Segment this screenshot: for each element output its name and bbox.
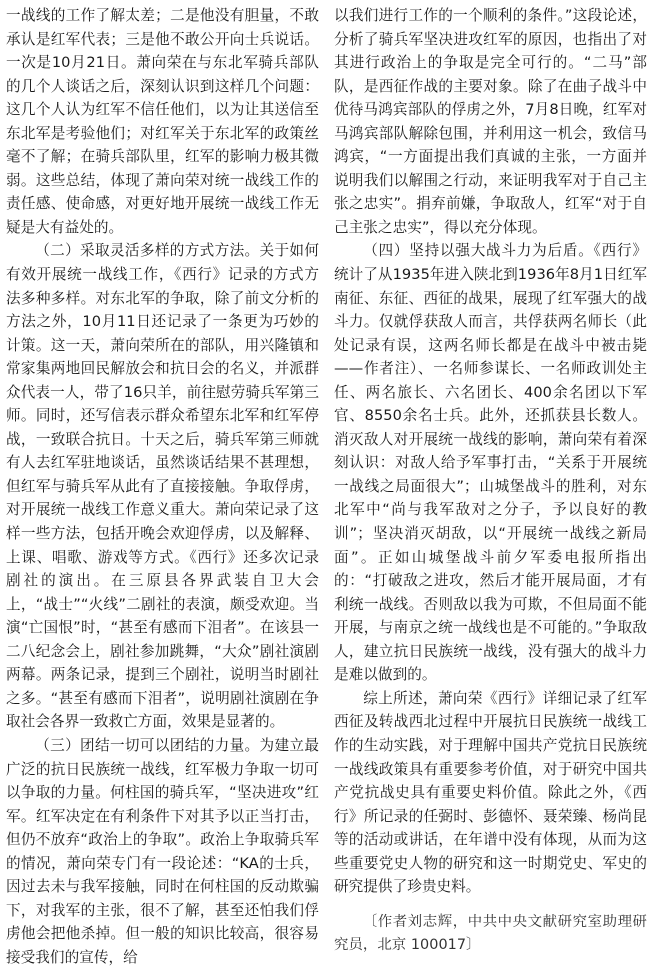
paragraph-continued-right: 以我们进行工作的一个顺利的条件。”这段论述，分析了骑兵军坚决进攻红军的原因，也指出了对其进行政治上的争取是完全可行的。“二马”部队，是西征作战的主要对象。除了在曲子战斗中优待马鸿宾部队的俘虏之外，7月8日晚，红军对马鸿宾部队解除包围，并利用这一机会，致信马鸿宾，“一方面提出我们真诚的主张，一方面并说明我们以解围之行动，来证明我军对于自己主张之忠实”。捐弃前嫌，争取敌人，红军“对于自己主张之忠实”，得以充分体现。 — [334, 7, 647, 236]
right-column — [334, 4, 648, 954]
paragraph-section-3: （三）团结一切可以团结的力量。为建立最广泛的抗日民族统一战线，红军极力争取一切可以争取的力量。何柱国的骑兵军，“坚决进攻”红军。红军决定在有利条件下对其予以正当打击，但仍不放弃“政治上的争取”。政治上争取骑兵军的情况，萧向荣专门有一段论述：“KA的士兵，因过去未与我军接触，同时在何柱国的反动欺骗下，对我军的主张，很不了解，甚至还怕我们俘虏他会把他杀掉。但一般的知识比较高，很容易接受我们的宣传，给 — [6, 736, 319, 966]
paragraph-conclusion: 综上所述，萧向荣《西行》详细记录了红军西征及转战西北过程中开展抗日民族统一战线工作的生动实践，对于理解中国共产党抗日民族统一战线政策具有重要参考价值，对于研究中国共产党抗战史具有重要史料价值。除此之外，《西行》所记录的任弼时、彭德怀、聂荣臻、杨尚昆等的活动或讲话，在年谱中没有体现，从而为这些重要党史人物的研究和这一时期党史、军史的研究提供了珍贵史料。 — [334, 689, 647, 896]
paragraph-continued: 一战线的工作了解太差；二是他没有胆量，不敢承认是红军代表；三是他不敢公开向士兵说话。一次是10月21日。萧向荣在与东北军骑兵部队的几个人谈话之后，深刻认识到这样几个问题：这几个人认为红军不信任他们，以为让其送信至东北军是考验他们；对红军关于东北军的政策丝毫不了解；在骑兵部队里，红军的影响力极其微弱。这些总结，体现了萧向荣对统一战线工作的责任感、使命感，对更好地开展统一战线工作无疑是大有益处的。 — [6, 7, 319, 236]
left-column — [6, 4, 319, 966]
paragraph-section-2: （二）采取灵活多样的方式方法。关于如何有效开展统一战线工作，《西行》记录的方式方法多种多样。对东北军的争取，除了前文分析的方法之外，10月11日还记录了一条更为巧妙的计策。这一天，萧向荣所在的部队，用兴隆镇和常家集两地回民解放会和抗日会的名义，并派群众代表一人，带了16只羊，前往慰劳骑兵军第三师。同时，还写信表示群众希望东北军和红军停战，一致联合抗日。十天之后，骑兵军第三师就有人去红军驻地谈话，虽然谈话结果不甚理想，但红军与骑兵军从此有了直接接触。争取俘虏，对开展统一战线工作意义重大。萧向荣记录了这样一些方法，包括开晚会欢迎俘虏，以及解释、上课、唱歌、游戏等方式。《西行》还多次记录剧社的演出。在三原县各界武装自卫大会上，“战士”“火线”二剧社的表演，颇受欢迎。当演“亡国恨”时，“甚至有感而下泪者”。在该县一二八纪念会上，剧社参加跳舞，“大众”剧社演剧两幕。两条记录，提到三个剧社，说明当时剧社之多。“甚至有感而下泪者”，说明剧社演剧在争取社会各界一致救亡方面，效果是显著的。 — [6, 242, 319, 731]
author-byline: 〔作者刘志辉，中共中央文献研究室助理研究员，北京 100017〕 — [334, 913, 647, 954]
paragraph-section-4: （四）坚持以强大战斗力为后盾。《西行》统计了从1935年进入陕北到1936年8月1日红军南征、东征、西征的战果，展现了红军强大的战斗力。仅就俘获敌人而言，共俘获两名师长（此处记录有误，这两名师长都是在战斗中被击毙——作者注）、一名师参谋长、一名师政训处主任、两名旅长、六名团长、400余名团以下军官、8550余名士兵。此外，还抓获县长数人。消灭敌人对开展统一战线的影响，萧向荣有着深刻认识：对敌人给予军事打击，“关系于开展统一战线之局面很大”；山城堡战斗的胜利，对东北军中“尚与我军敌对之分子，予以良好的教训”；坚决消灭胡敌，以“开展统一战线之新局面”。正如山城堡战斗前夕军委电报所指出的：“打破敌之进攻，然后才能开展局面，才有利统一战线。否则敌以我为可欺，不但局面不能开展，与南京之统一战线也是不可能的。”争取敌人，建立抗日民族统一战线，没有强大的战斗力是难以做到的。 — [334, 242, 648, 684]
